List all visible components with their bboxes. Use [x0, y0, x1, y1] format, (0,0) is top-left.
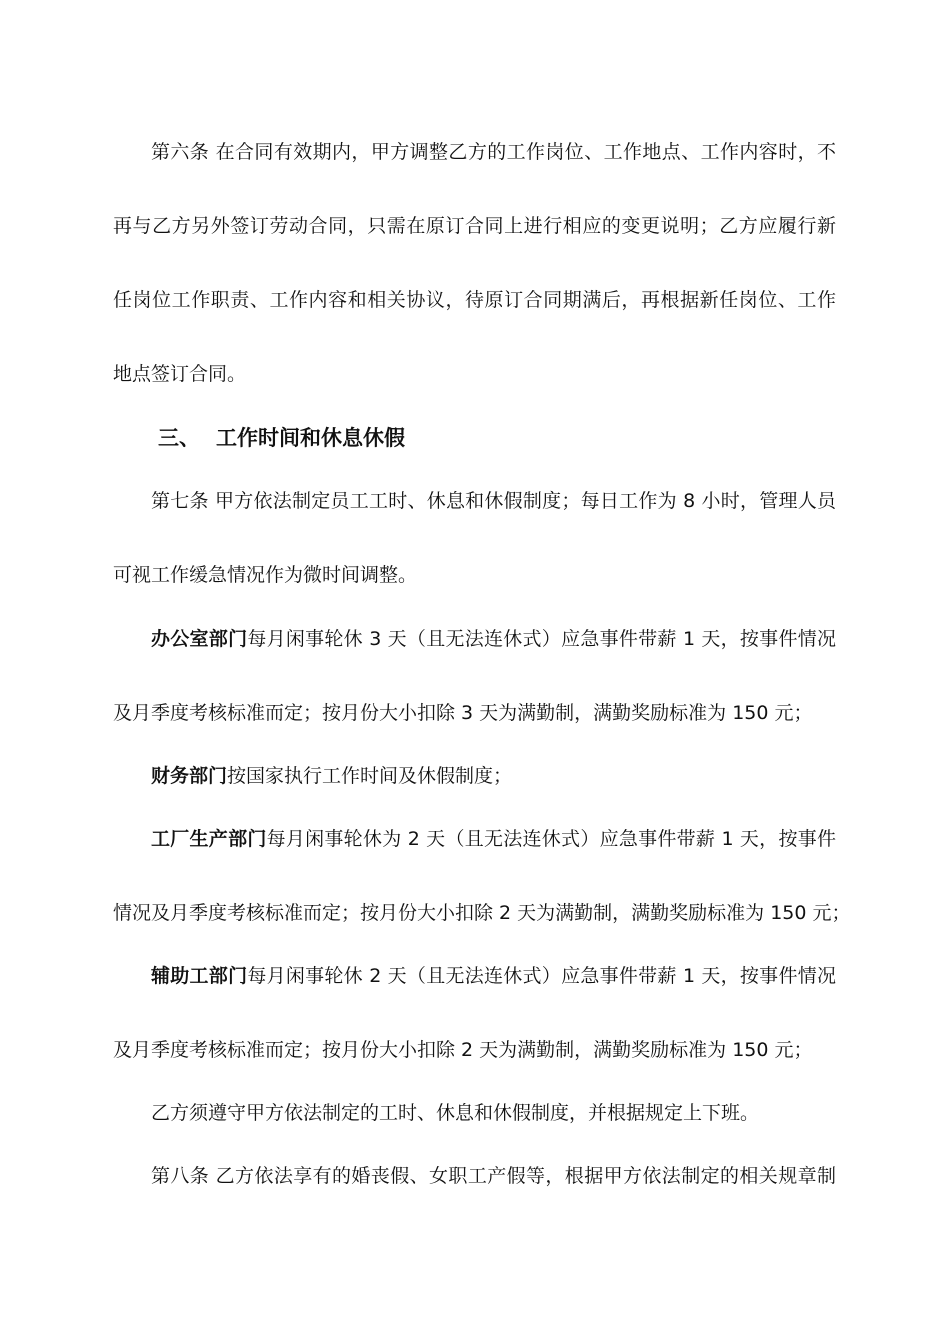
office-text-1: 每月闲事轮休 3 天（且无法连休式）应急事件带薪 1 天，按事件情况	[247, 628, 836, 650]
auxiliary-paragraph-line-1	[151, 963, 836, 989]
article-7-line-1: 第七条 甲方依法制定员工工时、休息和休假制度；每日工作为 8 小时，管理人员	[151, 490, 836, 512]
auxiliary-paragraph-line-2: 及月季度考核标准而定；按月份大小扣除 2 天为满勤制，满勤奖励标准为 150 元；	[113, 1039, 813, 1061]
section-number: 三、	[158, 426, 200, 450]
compliance-paragraph: 乙方须遵守甲方依法制定的工时、休息和休假制度，并根据规定上下班。	[151, 1102, 760, 1124]
office-paragraph-line-1	[151, 626, 836, 652]
factory-dept-label: 工厂生产部门	[151, 828, 267, 850]
factory-paragraph-line-2: 情况及月季度考核标准而定；按月份大小扣除 2 天为满勤制，满勤奖励标准为 150 元；	[113, 902, 851, 924]
finance-paragraph	[151, 763, 512, 789]
auxiliary-text-1: 每月闲事轮休 2 天（且无法连休式）应急事件带薪 1 天，按事件情况	[247, 965, 836, 987]
finance-dept-label: 财务部门	[151, 765, 228, 787]
factory-paragraph-line-1	[151, 826, 836, 852]
office-paragraph-line-2: 及月季度考核标准而定；按月份大小扣除 3 天为满勤制，满勤奖励标准为 150 元；	[113, 702, 813, 724]
article-7-line-2: 可视工作缓急情况作为微时间调整。	[113, 564, 418, 586]
article-6-line-4: 地点签订合同。	[113, 363, 247, 385]
auxiliary-dept-label: 辅助工部门	[151, 965, 248, 987]
section-heading	[158, 424, 405, 452]
article-6-line-1: 第六条 在合同有效期内，甲方调整乙方的工作岗位、工作地点、工作内容时，不	[151, 141, 836, 163]
finance-text: 按国家执行工作时间及休假制度；	[227, 765, 513, 787]
article-8-line-1: 第八条 乙方依法享有的婚丧假、女职工产假等，根据甲方依法制定的相关规章制	[151, 1165, 836, 1187]
article-6-line-2: 再与乙方另外签订劳动合同，只需在原订合同上进行相应的变更说明；乙方应履行新	[113, 215, 836, 237]
section-title: 工作时间和休息休假	[216, 426, 405, 450]
office-dept-label: 办公室部门	[151, 628, 248, 650]
factory-text-1: 每月闲事轮休为 2 天（且无法连休式）应急事件带薪 1 天，按事件	[266, 828, 836, 850]
article-6-line-3: 任岗位工作职责、工作内容和相关协议，待原订合同期满后，再根据新任岗位、工作	[113, 289, 836, 311]
